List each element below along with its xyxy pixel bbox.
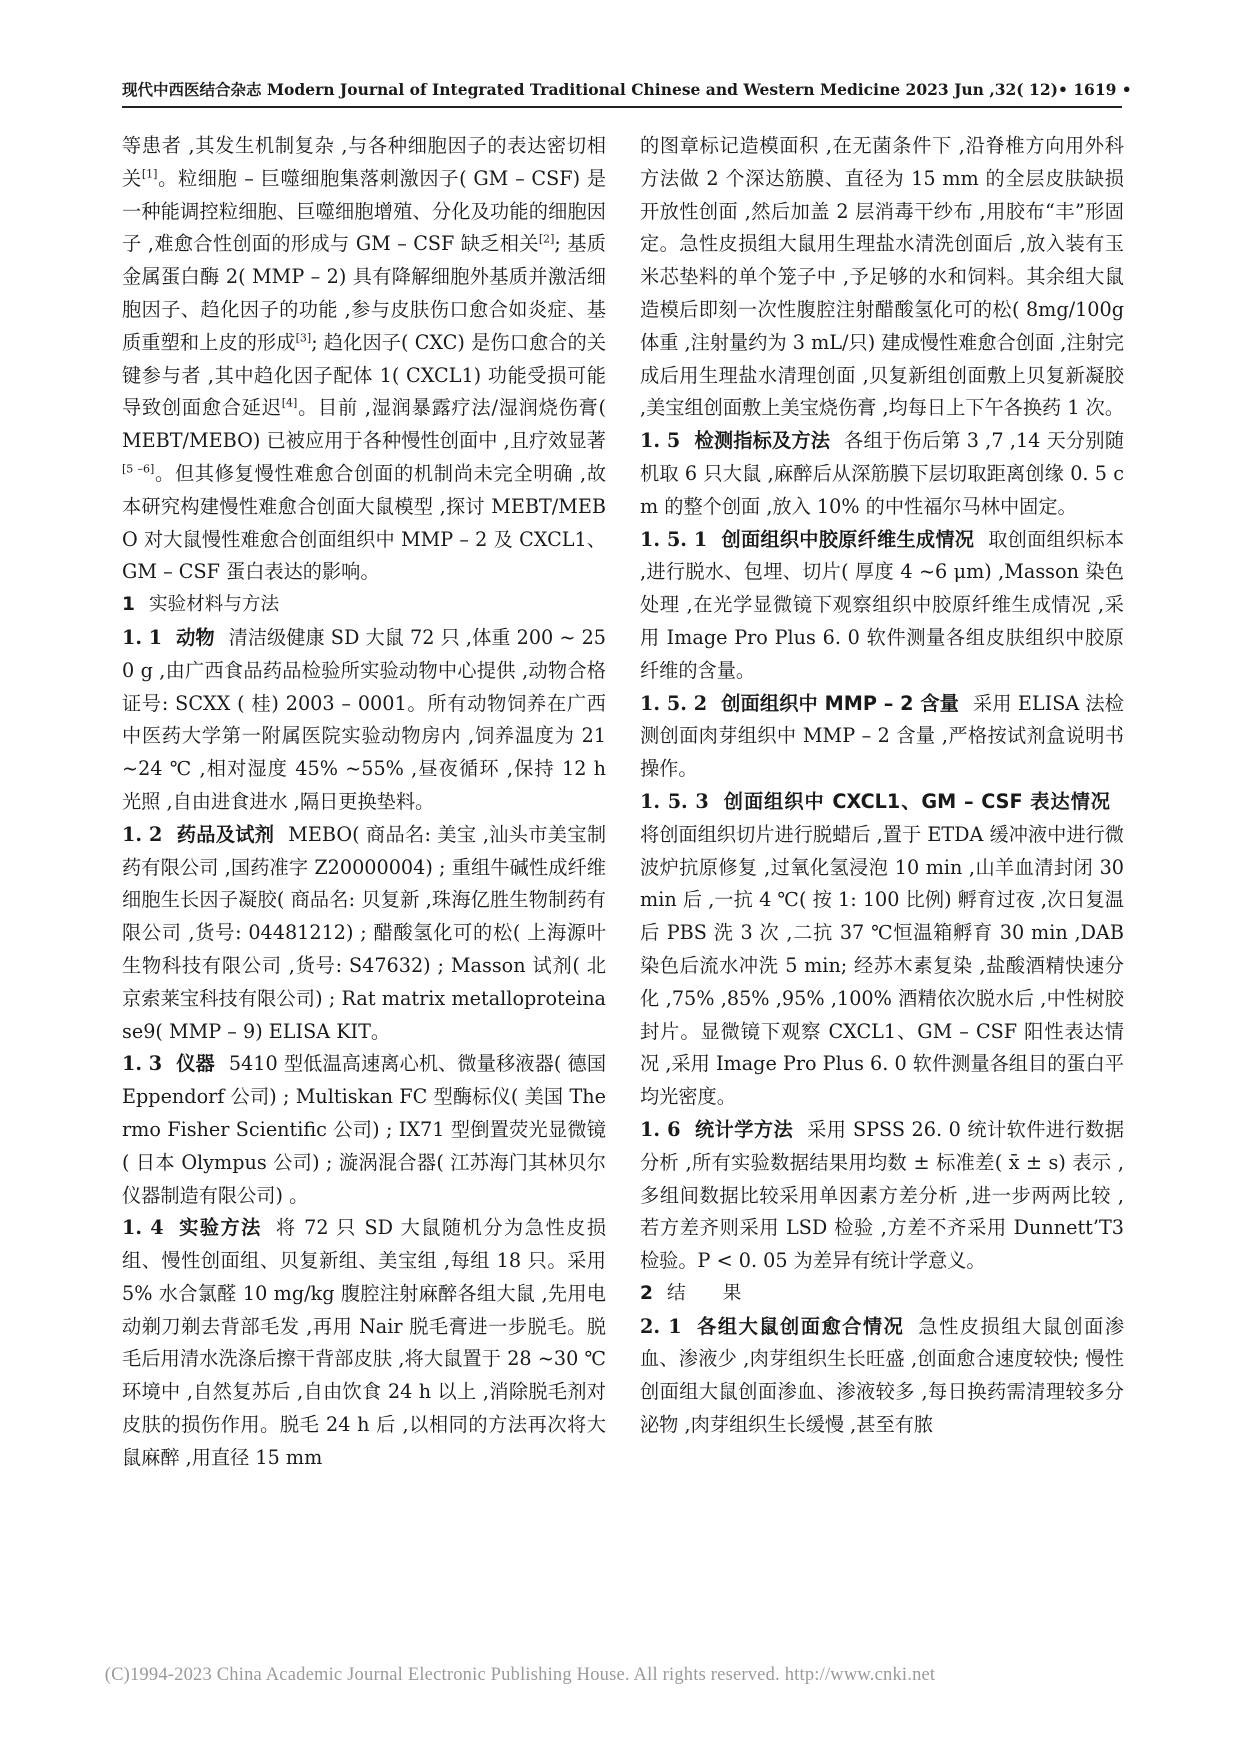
subsection-1-5-2: 1. 5. 2 创面组织中 MMP – 2 含量 采用 ELISA 法检测创面肉芽组织中 MMP – 2 含量 ,严格按试剂盒说明书操作。 bbox=[640, 691, 1124, 781]
citation[interactable]: [4] bbox=[281, 396, 298, 410]
subsection-1-5-3: 1. 5. 3 创面组织中 CXCL1、GM – CSF 表达情况将创面组织切片进行脱蜡后 ,置于 ETDA 缓冲液中进行微波炉抗原修复 ,过氧化氢浸泡 10 min ,山羊血清封闭 30 min 后 ,一抗 4 ℃( 按 1: 100 比例) 孵育过夜 ,次日复温后 PBS 洗 3 次 ,二抗 37 ℃恒温箱孵育 30 min ,DAB 染色后流水冲洗 5 min; 经苏木素复染 ,盐酸酒精快速分化 ,75% ,85% ,95% ,100% 酒精依次脱水后 ,中性树胶封片。显微镜下观察 CXCL1、GM – CSF 阳性表达情况 ,采用 Image Pro Plus 6. 0 软件测量各组目的蛋白平均光密度。 bbox=[640, 789, 1124, 1109]
citation[interactable]: [3] bbox=[295, 331, 312, 345]
citation[interactable]: [1] bbox=[141, 167, 158, 181]
section-heading-1: 1 实验材料与方法 bbox=[122, 594, 280, 616]
intro-paragraph: 等患者 ,其发生机制复杂 ,与各种细胞因子的表达密切相关[1]。粒细胞 – 巨噬细胞集落刺激因子( GM – CSF) 是一种能调控粒细胞、巨噬细胞增殖、分化及功能的细胞因子 ,难愈合性创面的形成与 GM – CSF 缺乏相关[2]; 基质金属蛋白酶 2( MMP – 2) 具有降解细胞外基质并激活细胞因子、趋化因子的功能 ,参与皮肤伤口愈合如炎症、基质重塑和上皮的形成[3]; 趋化因子( CXC) 是伤口愈合的关键参与者 ,其中趋化因子配体 1( CXCL1) 功能受损可能导致创面愈合延迟[4]。目前 ,湿润暴露疗法/湿润烧伤膏( MEBT/MEBO) 已被应用于各种慢性创面中 ,且疗效显著[5 –6]。但其修复慢性难愈合创面的机制尚未完全明确 ,故本研究构建慢性难愈合创面大鼠模型 ,探讨 MEBT/MEBO 对大鼠慢性难愈合创面组织中 MMP – 2 及 CXCL1、GM – CSF 蛋白表达的影响。 bbox=[122, 134, 607, 584]
subsection-1-6: 1. 6 统计学方法 采用 SPSS 26. 0 统计软件进行数据分析 ,所有实验数据结果用均数 ± 标准差( x̄ ± s) 表示 ,多组间数据比较采用单因素方差分析 ,进一步两两比较 ,若方差齐则采用 LSD 检验 ,方差不齐采用 Dunnett’T3 检验。P < 0. 05 为差异有统计学意义。 bbox=[640, 1117, 1125, 1273]
page-number: • 1619 • bbox=[1057, 80, 1132, 99]
copyright-footer: (C)1994-2023 China Academic Journal Electronic Publishing House. All rights reserved. http://www.cnki.net bbox=[104, 1665, 936, 1685]
citation[interactable]: [2] bbox=[538, 233, 555, 246]
section-heading-2: 2 结 果 bbox=[640, 1282, 742, 1304]
subsection-1-2: 1. 2 药品及试剂 MEBO( 商品名: 美宝 ,汕头市美宝制药有限公司 ,国药准字 Z20000004) ; 重组牛碱性成纤维细胞生长因子凝胶( 商品名: 贝复新 ,珠海亿胜生物制药有限公司 ,货号: 04481212) ; 醋酸氢化可的松( 上海源叶生物科技有限公司 ,货号: S47632) ; Masson 试剂( 北京索莱宝科技有限公司) ; Rat matrix metalloproteinase9( MMP – 9) ELISA KIT。 bbox=[122, 822, 607, 1043]
subsection-1-5-1: 1. 5. 1 创面组织中胶原纤维生成情况 取创面组织标本 ,进行脱水、包埋、切片( 厚度 4 ~6 μm) ,Masson 染色处理 ,在光学显微镜下观察组织中胶原纤维生成情况 ,采用 Image Pro Plus 6. 0 软件测量各组皮肤组织中胶原纤维的含量。 bbox=[640, 527, 1125, 682]
left-column bbox=[122, 130, 606, 1475]
citation[interactable]: [5 –6] bbox=[122, 462, 155, 476]
continued-paragraph: 的图章标记造模面积 ,在无菌条件下 ,沿脊椎方向用外科方法做 2 个深达筋膜、直径为 15 mm 的全层皮肤缺损开放性创面 ,然后加盖 2 层消毒干纱布 ,用胶布“丰”形固定。急性皮损组大鼠用生理盐水清洗创面后 ,放入装有玉米芯垫料的单个笼子中 ,予足够的水和饲料。其余组大鼠造模后即刻一次性腹腔注射醋酸氢化可的松( 8mg/100g体重 ,注射量约为 3 mL/只) 建成慢性难愈合创面 ,注射完成后用生理盐水清理创面 ,贝复新组创面敷上贝复新凝胶 ,美宝组创面敷上美宝烧伤膏 ,均每日上下午各换药 1 次。 bbox=[640, 134, 1125, 420]
subsection-2-1: 2. 1 各组大鼠创面愈合情况 急性皮损组大鼠创面渗血、渗液少 ,肉芽组织生长旺盛 ,创面愈合速度较快; 慢性创面组大鼠创面渗血、渗液较多 ,每日换药需清理较多分泌物 ,肉芽组织生长缓慢 ,甚至有脓 bbox=[640, 1314, 1125, 1437]
right-column bbox=[640, 130, 1124, 1442]
subsection-1-3: 1. 3 仪器 5410 型低温高速离心机、微量移液器( 德国 Eppendorf 公司) ; Multiskan FC 型酶标仪( 美国 Thermo Fisher Scientific 公司) ; IX71 型倒置荧光显微镜( 日本 Olympus 公司) ; 漩涡混合器( 江苏海门其林贝尔仪器制造有限公司) 。 bbox=[122, 1052, 607, 1207]
subsection-1-1: 1. 1 动物 清洁级健康 SD 大鼠 72 只 ,体重 200 ~ 250 g ,由广西食品药品检验所实验动物中心提供 ,动物合格证号: SCXX ( 桂) 2003 – 0001。所有动物饲养在广西中医药大学第一附属医院实验动物房内 ,饲养温度为 21 ~24 ℃ ,相对湿度 45% ~55% ,昼夜循环 ,保持 12 h 光照 ,自由进食进水 ,隔日更换垫料。 bbox=[122, 625, 607, 813]
header-divider bbox=[122, 106, 1122, 108]
subsection-1-4: 1. 4 实验方法 将 72 只 SD 大鼠随机分为急性皮损组、慢性创面组、贝复新组、美宝组 ,每组 18 只。采用 5% 水合氯醛 10 mg/kg 腹腔注射麻醉各组大鼠 ,先用电动剃刀剃去背部毛发 ,再用 Nair 脱毛膏进一步脱毛。脱毛后用清水洗涤后擦干背部皮肤 ,将大鼠置于 28 ~30 ℃环境中 ,自然复苏后 ,自由饮食 24 h 以上 ,消除脱毛剂对皮肤的损伤作用。脱毛 24 h 后 ,以相同的方法再次将大鼠麻醉 ,用直径 15 mm bbox=[122, 1216, 607, 1469]
subsection-1-5: 1. 5 检测指标及方法 各组于伤后第 3 ,7 ,14 天分别随机取 6 只大鼠 ,麻醉后从深筋膜下层切取距离创缘 0. 5 cm 的整个创面 ,放入 10% 的中性福尔马林中固定。 bbox=[640, 429, 1125, 518]
running-header bbox=[122, 78, 1132, 100]
journal-title: 现代中西医结合杂志 Modern Journal of Integrated Traditional Chinese and Western Medicine 2023 Jun ,32( 12) bbox=[122, 80, 1058, 99]
